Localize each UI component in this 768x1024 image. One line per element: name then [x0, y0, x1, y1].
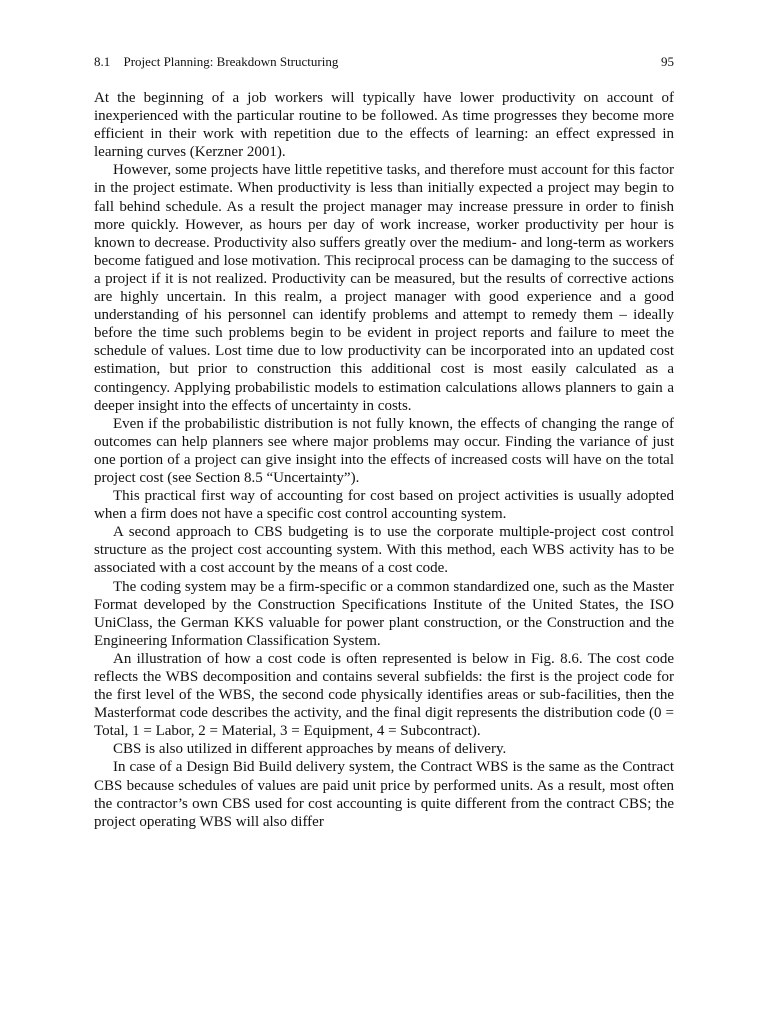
paragraph: However, some projects have little repetitive tasks, and therefore must account for this factor in the project estimate. When productivity is less than initially expected a project may begin to fall behind schedule. As a result the project manager may increase pressure in order to finish more quickly. However, as hours per day of work increase, worker productivity per hour is known to decrease. Productivity also suffers greatly over the medium- and long-term as workers become fatigued and lose motivation. This reciprocal process can be damaging to the success of a project if it is not realized. Productivity can be measured, but the results of corrective actions are highly uncertain. In this realm, a project manager with good experience and a good understanding of his personnel can identify problems and attempt to remedy them – ideally before the time such problems begin to be evident in project reports and failure to meet the schedule of values. Lost time due to low productivity can be incorporated into an updated cost estimation, but prior to construction this additional cost is most easily calculated as a contingency. Applying probabilistic models to estimation calculations allows planners to gain a deeper insight into the effects of uncertainty in costs. [94, 162, 674, 414]
paragraph: This practical first way of accounting for cost based on project activities is usually adopted when a firm does not have a specific cost control accounting system. [94, 488, 674, 523]
page-number: 95 [661, 54, 674, 69]
paragraph: Even if the probabilistic distribution is not fully known, the effects of changing the range of outcomes can help planners see where major problems may occur. Finding the variance of just one portion of a project can give insight into the effects of increased costs will have on the total project cost (see Section 8.5 “Uncertainty”). [94, 415, 674, 486]
running-header [94, 53, 674, 71]
paragraph: CBS is also utilized in different approaches by means of delivery. [113, 741, 507, 758]
body-text [94, 89, 674, 831]
paragraph: The coding system may be a firm-specific or a common standardized one, such as the Master Format developed by the Construction Specifications Institute of the United States, the ISO UniClass, the German KKS valuable for power plant construction, or the Construction and the Engineering Information Classification System. [94, 578, 674, 649]
paragraph: In case of a Design Bid Build delivery system, the Contract WBS is the same as the Contract CBS because schedules of values are paid unit price by performed units. As a result, most often the contractor’s own CBS used for cost accounting is quite different from the contract CBS; the project operating WBS will also differ [94, 759, 674, 830]
paragraph: At the beginning of a job workers will typically have lower productivity on account of inexperienced with the particular routine to be followed. As time progresses they become more efficient in their work with repetition due to the effects of learning: an effect expressed in learning curves (Kerzner 2001). [94, 90, 674, 161]
section-title: Project Planning: Breakdown Structuring [123, 54, 339, 69]
paragraph: An illustration of how a cost code is often represented is below in Fig. 8.6. The cost code reflects the WBS decomposition and contains several subfields: the first is the project code for the first level of the WBS, the second code physically identifies areas or sub-facilities, then the Masterformat code describes the activity, and the final digit represents the distribution code (0 = Total, 1 = Labor, 2 = Material, 3 = Equipment, 4 = Subcontract). [94, 650, 674, 740]
section-number: 8.1 [94, 54, 111, 69]
paragraph: A second approach to CBS budgeting is to use the corporate multiple-project cost control structure as the project cost accounting system. With this method, each WBS activity has to be associated with a cost account by the means of a cost code. [94, 524, 674, 577]
